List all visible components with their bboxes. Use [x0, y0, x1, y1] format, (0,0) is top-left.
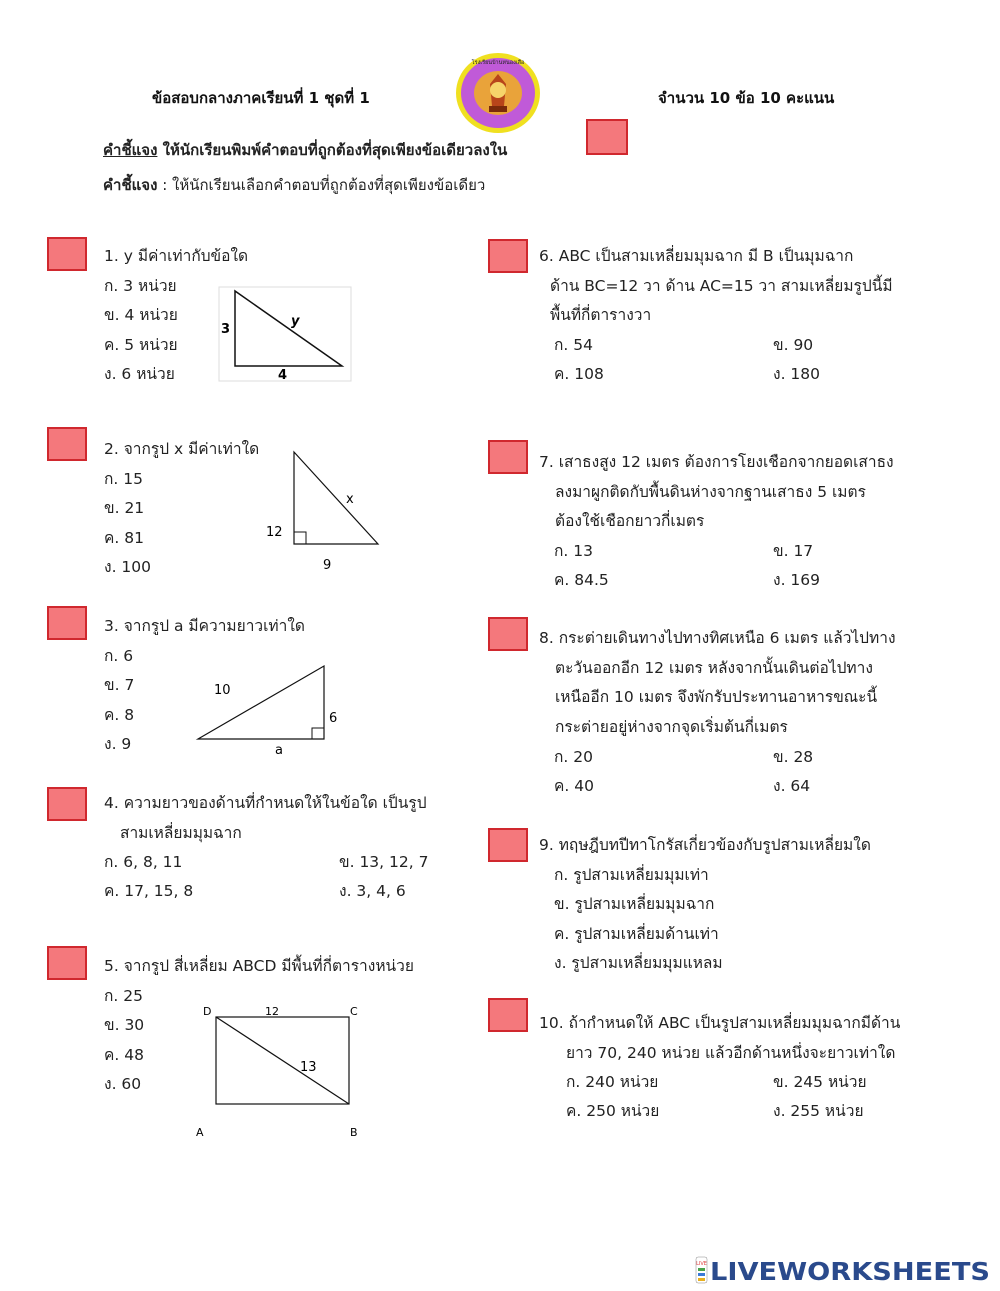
exam-title: ข้อสอบกลางภาคเรียนที่ 1 ชุดที่ 1: [152, 89, 370, 107]
question-text: 9. ทฤษฎีบทปีทาโกรัสเกี่ยวข้องกับรูปสามเหลี่ยมใด: [539, 836, 871, 854]
choice: ก. 20: [554, 748, 593, 766]
choice: ง. 9: [104, 735, 132, 753]
choice: ง. 100: [104, 558, 152, 576]
fig1-bottom-label: 4: [278, 368, 288, 383]
example-answer-box: [586, 119, 628, 155]
figure-q1-triangle: [215, 285, 355, 385]
question-text: ต้องใช้เชือกยาวกี่เมตร: [555, 512, 705, 530]
question-text: 7. เสาธงสูง 12 เมตร ต้องการโยงเชือกจากยอดเสาธง: [539, 453, 894, 471]
answer-box-q2[interactable]: [47, 427, 87, 461]
choice: ข. 7: [104, 676, 135, 694]
fig3-right-label: 6: [329, 711, 338, 726]
question-text: สามเหลี่ยมมุมฉาก: [120, 823, 242, 842]
question-text: 3. จากรูป a มีความยาวเท่าใด: [104, 617, 305, 635]
choice: ก. 15: [104, 469, 143, 488]
choice: ค. รูปสามเหลี่ยมด้านเท่า: [554, 924, 719, 943]
logo-text: โรงเรียนบ้านหนองเสือ: [471, 60, 525, 66]
choice: ก. 240 หน่วย: [566, 1073, 659, 1091]
question-text: 8. กระต่ายเดินทางไปทางทิศเหนือ 6 เมตร แล้วไปทาง: [539, 629, 896, 647]
answer-box-q5[interactable]: [47, 946, 87, 980]
choice: ก. รูปสามเหลี่ยมมุมเท่า: [554, 865, 709, 884]
question-2: [104, 435, 259, 583]
choice: ก. 54: [554, 336, 593, 354]
choice: ค. 81: [104, 528, 144, 547]
question-text: พื้นที่กี่ตารางวา: [550, 306, 652, 324]
fig5-c-label: C: [350, 1005, 358, 1018]
question-text: 4. ความยาวของด้านที่กำหนดให้ในข้อใด เป็นรูป: [104, 794, 427, 812]
choice: ข. 13, 12, 7: [339, 853, 429, 871]
question-text: ตะวันออกอีก 12 เมตร หลังจากนั้นเดินต่อไปทาง: [555, 658, 873, 677]
question-10: [539, 1009, 900, 1068]
fig5-diag-label: 13: [300, 1060, 317, 1075]
fig2-bottom-label: 9: [323, 558, 332, 573]
choice: ข. 28: [773, 748, 814, 766]
question-text: 2. จากรูป x มีค่าเท่าใด: [104, 440, 260, 458]
choice: ค. 84.5: [554, 571, 609, 589]
choice: ง. 255 หน่วย: [773, 1102, 864, 1120]
choice: ข. 21: [104, 499, 145, 517]
fig5-top-label: 12: [265, 1005, 279, 1018]
fig2-left-label: 12: [266, 525, 283, 540]
choice: ข. 30: [104, 1016, 145, 1034]
liveworksheets-logo: [694, 1255, 994, 1285]
choice: ง. 64: [773, 777, 811, 795]
choice: ง. 6 หน่วย: [104, 365, 175, 383]
instruction-line-1: [103, 138, 507, 162]
choice: ง. 180: [773, 365, 821, 383]
choice: ค. 40: [554, 777, 594, 795]
question-text: ยาว 70, 240 หน่วย แล้วอีกด้านหนึ่งจะยาวเท่าใด: [566, 1043, 896, 1062]
question-text: 6. ABC เป็นสามเหลี่ยมมุมฉาก มี B เป็นมุมฉาก: [539, 247, 854, 265]
answer-box-q10[interactable]: [488, 998, 528, 1032]
choice: ค. 250 หน่วย: [566, 1102, 660, 1120]
question-text: ด้าน BC=12 วา ด้าน AC=15 วา สามเหลี่ยมรูปนี้มี: [550, 276, 893, 295]
choice: ค. 5 หน่วย: [104, 335, 178, 354]
exam-count: จำนวน 10 ข้อ 10 คะแนน: [658, 89, 835, 107]
answer-box-q4[interactable]: [47, 787, 87, 821]
choice: ค. 48: [104, 1045, 144, 1064]
answer-box-q7[interactable]: [488, 440, 528, 474]
instruction-line-2: [103, 173, 485, 197]
school-logo: [455, 52, 541, 134]
choice: ข. รูปสามเหลี่ยมมุมฉาก: [554, 895, 715, 913]
question-8: [539, 624, 896, 742]
instruction-label-2: คำชี้แจง: [103, 176, 158, 194]
answer-box-q6[interactable]: [488, 239, 528, 273]
question-text: 1. y มีค่าเท่ากับข้อใด: [104, 247, 249, 265]
answer-box-q9[interactable]: [488, 828, 528, 862]
choice: ข. 90: [773, 336, 814, 354]
choice: ก. 25: [104, 986, 143, 1005]
instruction-label-1: คำชี้แจง: [103, 141, 158, 159]
choice: ข. 17: [773, 542, 814, 560]
choice: ง. 169: [773, 571, 821, 589]
choice: ก. 3 หน่วย: [104, 276, 177, 295]
question-4: [104, 789, 427, 848]
fig3-bottom-label: a: [275, 743, 283, 758]
question-text: ลงมาผูกติดกับพื้นดินห่างจากฐานเสาธง 5 เมตร: [555, 482, 866, 501]
choice: ข. 245 หน่วย: [773, 1073, 867, 1091]
brand-side-text: LIVE: [696, 1261, 707, 1267]
answer-box-q8[interactable]: [488, 617, 528, 651]
question-6: [539, 242, 893, 331]
choice: ง. รูปสามเหลี่ยมมุมแหลม: [554, 954, 723, 972]
choice: ง. 60: [104, 1075, 142, 1093]
choice: ค. 108: [554, 365, 604, 383]
question-text: กระต่ายอยู่ห่างจากจุดเริ่มต้นกี่เมตร: [555, 717, 788, 736]
choice: ก. 6: [104, 646, 134, 665]
answer-box-q3[interactable]: [47, 606, 87, 640]
choice: ค. 8: [104, 705, 135, 724]
choice: ค. 17, 15, 8: [104, 882, 194, 900]
question-text: 5. จากรูป สี่เหลี่ยม ABCD มีพื้นที่กี่ตารางหน่วย: [104, 957, 414, 975]
choice: ข. 4 หน่วย: [104, 306, 178, 324]
fig1-left-label: 3: [221, 322, 231, 337]
fig2-hyp-label: x: [346, 492, 354, 507]
choice: ง. 3, 4, 6: [339, 882, 406, 900]
question-text: 10. ถ้ากำหนดให้ ABC เป็นรูปสามเหลี่ยมมุมฉากมีด้าน: [539, 1014, 901, 1032]
figure-q2-triangle: [260, 448, 390, 573]
question-text: เหนืออีก 10 เมตร จึงพักรับประทานอาหารขณะนี้: [555, 688, 878, 706]
fig3-hyp-label: 10: [214, 683, 231, 698]
fig5-a-label: A: [196, 1126, 204, 1139]
figure-q5-rectangle: [190, 1000, 375, 1145]
fig5-d-label: D: [203, 1005, 212, 1018]
fig1-hyp-label: y: [291, 314, 300, 329]
question-7: [539, 448, 894, 537]
figure-q3-triangle: [190, 660, 360, 760]
answer-box-q1[interactable]: [47, 237, 87, 271]
fig5-b-label: B: [350, 1126, 358, 1139]
question-9: [539, 831, 871, 979]
choice: ก. 13: [554, 542, 593, 560]
choice: ก. 6, 8, 11: [104, 853, 183, 871]
instruction-text-2: : ให้นักเรียนเลือกคำตอบที่ถูกต้องที่สุดเพียงข้อเดียว: [157, 176, 486, 194]
instruction-text-1: ให้นักเรียนพิมพ์คำตอบที่ถูกต้องที่สุดเพียงข้อเดียวลงใน: [162, 141, 508, 159]
brand-text: LIVEWORKSHEETS: [710, 1257, 990, 1285]
